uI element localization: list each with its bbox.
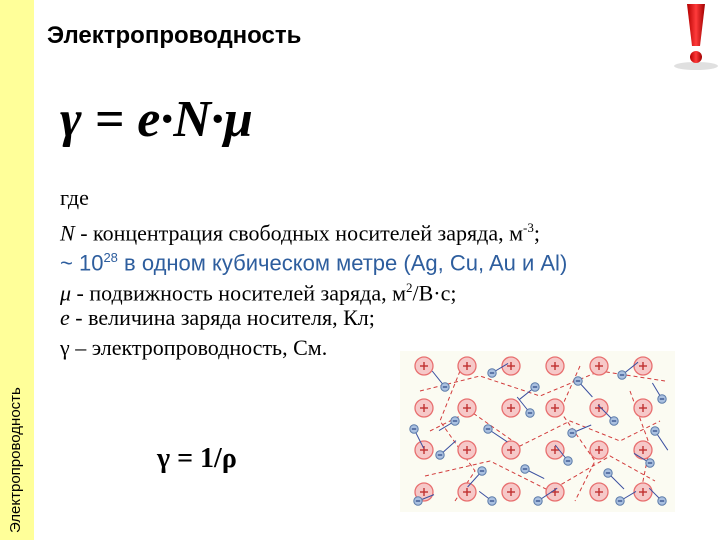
mobility-line: μ - подвижность носителей заряда, $м^2/В\cdot с$; bbox=[60, 280, 457, 306]
slide-title: Электропроводность bbox=[47, 22, 302, 49]
where-label: где bbox=[60, 185, 89, 210]
charge-line: e - величина заряда носителя, Кл; bbox=[60, 305, 375, 330]
crystal-lattice-illustration bbox=[400, 351, 675, 512]
approx-line: ~ $10^{28}$ в одном кубическом метре (Ag, Cu, Au и Al) bbox=[60, 250, 568, 276]
side-label: Электропроводность bbox=[7, 387, 24, 533]
conductivity-line: γ – электропроводность, См. bbox=[60, 335, 328, 360]
exclamation-icon bbox=[672, 2, 720, 72]
definitions-block bbox=[60, 183, 567, 363]
concentration-line: N - концентрация свободных носителей заряда, $м^{-3}$; bbox=[60, 220, 540, 246]
conductivity-formula: γ = e·N·μ bbox=[60, 91, 253, 148]
resistivity-formula: γ = 1/ρ bbox=[157, 443, 237, 474]
